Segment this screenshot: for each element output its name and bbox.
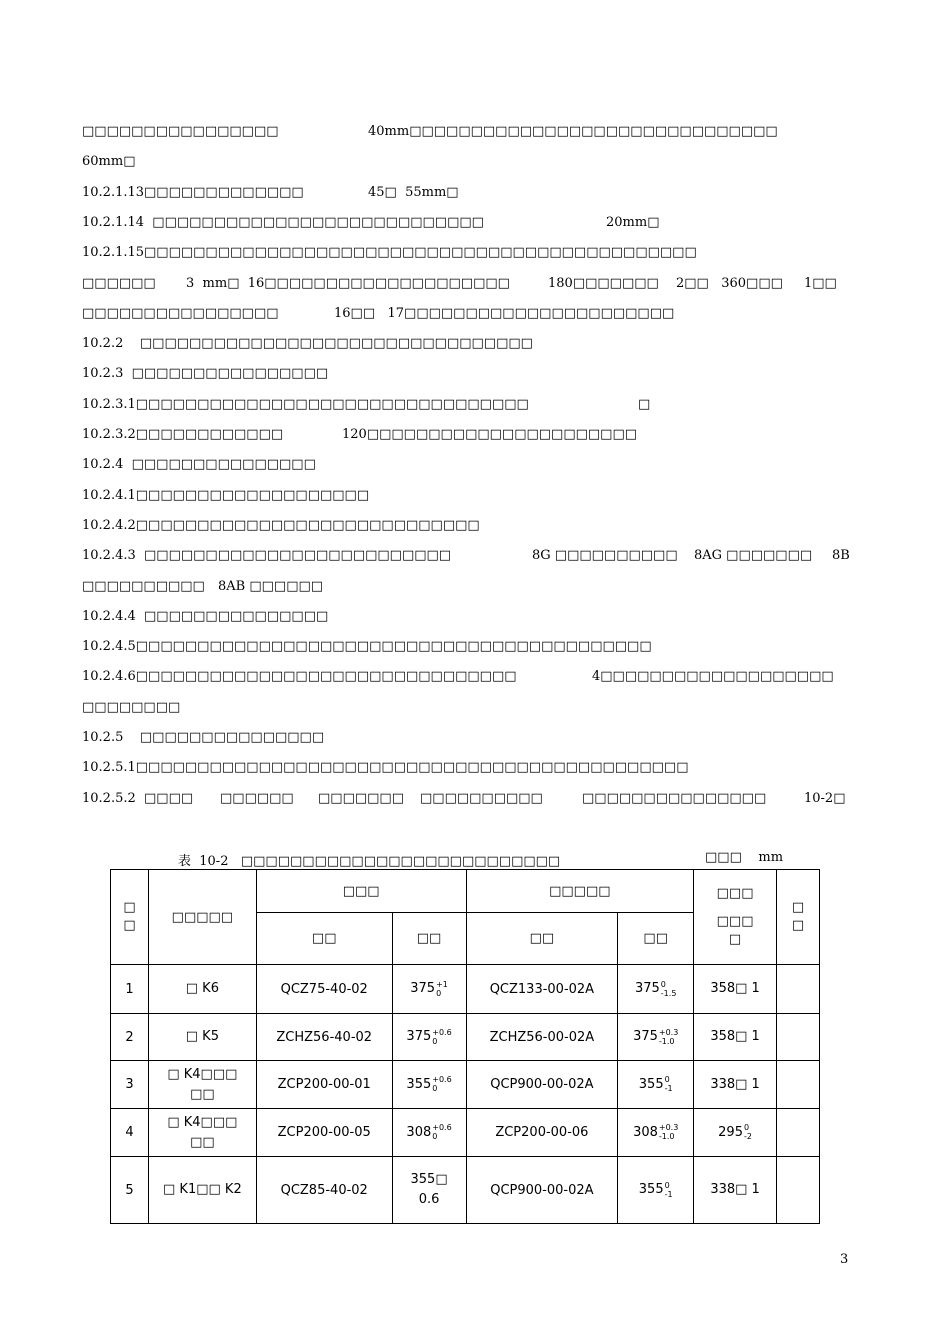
text-segment: 20mm□: [606, 214, 660, 230]
note-cell: [777, 1061, 820, 1109]
header-group-2: □□□□□: [466, 870, 694, 913]
part-name: □ K5: [148, 1014, 256, 1061]
text-segment: 180□□□□□□□: [548, 275, 659, 291]
dimension-value: 338□ 1: [710, 1182, 760, 1197]
text-segment: □□□□□□: [82, 275, 156, 291]
limit-size: [694, 1109, 777, 1157]
part-code-1: ZCHZ56-40-02: [256, 1014, 392, 1061]
part-code-2: ZCP200-00-06: [466, 1109, 618, 1157]
note-cell: [777, 1109, 820, 1157]
dimension-value: 375: [633, 1029, 658, 1044]
text-segment: 8B: [832, 548, 850, 564]
limit-size: [694, 1014, 777, 1061]
table-unit: □□□ mm: [705, 850, 784, 865]
text-segment: 10.2.1.13□□□□□□□□□□□□□: [82, 184, 304, 200]
size-1: [392, 1061, 466, 1109]
text-segment: 10.2.4.6□□□□□□□□□□□□□□□□□□□□□□□□□□□□□□□: [82, 669, 517, 685]
text-segment: □□□□□□□□: [82, 699, 181, 715]
part-code-1: ZCP200-00-05: [256, 1109, 392, 1157]
table-row: [111, 1109, 820, 1157]
text-segment: 10.2.1.14 □□□□□□□□□□□□□□□□□□□□□□□□□□□: [82, 214, 484, 230]
tolerance: +1 0: [436, 979, 448, 998]
spec-table: [110, 869, 820, 1224]
size-1: [392, 1014, 466, 1061]
text-segment: 8G □□□□□□□□□□: [532, 548, 678, 564]
text-segment: 10.2.4.1□□□□□□□□□□□□□□□□□□□: [82, 487, 370, 503]
text-segment: 1□□: [804, 275, 837, 291]
tolerance: +0.3 -1.0: [658, 1027, 679, 1046]
text-segment: 10.2.3.1□□□□□□□□□□□□□□□□□□□□□□□□□□□□□□□□: [82, 396, 529, 412]
note-cell: [777, 1014, 820, 1061]
header-group-1: □□□: [256, 870, 466, 913]
text-segment: □□□□□□□□□□□□□□□□: [82, 305, 279, 321]
dimension-value: 358□ 1: [710, 1029, 760, 1044]
text-segment: □□□□□□□□□□□□□□□□: [82, 124, 279, 139]
dimension-value: 375: [410, 981, 436, 996]
part-name: □ K4□□□ □□: [148, 1109, 256, 1157]
part-code-2: ZCHZ56-00-02A: [466, 1014, 618, 1061]
size-2: [618, 965, 694, 1014]
tolerance: 0 -1: [664, 1180, 673, 1199]
header-sub-b: □□: [392, 913, 466, 965]
row-no: 5: [111, 1157, 149, 1224]
text-segment: 10.2.4.3 □□□□□□□□□□□□□□□□□□□□□□□□□: [82, 548, 452, 564]
row-no: 4: [111, 1109, 149, 1157]
header-limit: □□□ □□□ □: [694, 870, 777, 965]
page-number: 3: [840, 1252, 849, 1267]
table-row: [111, 1157, 820, 1224]
tolerance: +0.6 0: [432, 1027, 452, 1046]
dimension-value: 358□ 1: [710, 981, 760, 996]
text-segment: 45□ 55mm□: [368, 184, 459, 200]
table-row: [111, 1014, 820, 1061]
text-segment: 3 mm□ 16□□□□□□□□□□□□□□□□□□□□: [186, 275, 510, 291]
text-segment: 4□□□□□□□□□□□□□□□□□□□: [592, 669, 834, 685]
text-segment: 10.2.5.1□□□□□□□□□□□□□□□□□□□□□□□□□□□□□□□□□□□□□□□□□□□□□: [82, 760, 689, 776]
tolerance: 0 -1.5: [660, 979, 677, 998]
size-1: [392, 1109, 466, 1157]
text-segment: □□□□□□□□□□□□□□□: [582, 790, 767, 806]
text-segment: 10.2.4 □□□□□□□□□□□□□□□: [82, 457, 316, 473]
note-cell: [777, 1157, 820, 1224]
header-no: □ □: [111, 870, 149, 965]
size-1: [392, 1157, 466, 1224]
dimension-value: 355: [638, 1076, 664, 1092]
part-code-2: QCZ133-00-02A: [466, 965, 618, 1014]
tolerance: +0.6 0: [432, 1123, 452, 1141]
text-segment: 10.2.2 □□□□□□□□□□□□□□□□□□□□□□□□□□□□□□□□: [82, 336, 533, 352]
text-segment: □□□□□□□□□□: [82, 578, 205, 594]
text-segment: 10-2□: [804, 790, 846, 806]
text-segment: 16□□ 17□□□□□□□□□□□□□□□□□□□□□□: [334, 305, 675, 321]
text-segment: 10.2.3.2□□□□□□□□□□□□: [82, 427, 284, 442]
dimension-value: 375: [634, 981, 660, 996]
text-segment: 8AG □□□□□□□: [694, 548, 813, 564]
dimension-value: 355□ 0.6: [410, 1172, 448, 1207]
part-code-1: QCZ75-40-02: [256, 965, 392, 1014]
text-segment: □□□□□□□□□□: [420, 790, 543, 806]
tolerance: +0.6 0: [432, 1075, 452, 1093]
text-segment: 8AB □□□□□□: [218, 578, 324, 594]
size-2: [618, 1109, 694, 1157]
text-segment: □: [638, 396, 651, 412]
text-segment: 2□□ 360□□□: [676, 275, 783, 291]
tolerance: +0.3 -1.0: [658, 1123, 679, 1141]
size-2: [618, 1061, 694, 1109]
text-segment: 10.2.4.4 □□□□□□□□□□□□□□□: [82, 608, 329, 624]
dimension-value: 308: [406, 1124, 432, 1140]
dimension-value: 355: [406, 1076, 432, 1092]
part-code-1: QCZ85-40-02: [256, 1157, 392, 1224]
table-row: [111, 1061, 820, 1109]
text-segment: 10.2.1.15□□□□□□□□□□□□□□□□□□□□□□□□□□□□□□□□□□□□□□□□□□□□□: [82, 245, 697, 261]
limit-size: [694, 1157, 777, 1224]
size-1: [392, 965, 466, 1014]
text-segment: 60mm□: [82, 154, 136, 170]
text-segment: 40mm□□□□□□□□□□□□□□□□□□□□□□□□□□□□□□: [368, 124, 778, 139]
text-segment: 10.2.5 □□□□□□□□□□□□□□□: [82, 730, 325, 745]
header-sub-c: □□: [466, 913, 618, 965]
text-segment: □□□□□□: [220, 790, 294, 806]
text-segment: 120□□□□□□□□□□□□□□□□□□□□□□: [342, 427, 638, 442]
dimension-value: 355: [638, 1182, 664, 1197]
dimension-value: 308: [633, 1124, 658, 1140]
text-segment: 10.2.5.2 □□□□: [82, 790, 194, 806]
text-segment: □□□□□□□: [318, 790, 404, 806]
row-no: 2: [111, 1014, 149, 1061]
table-caption: 表 10-2 □□□□□□□□□□□□□□□□□□□□□□□□□□: [178, 854, 561, 869]
table-row: [111, 965, 820, 1014]
size-2: [618, 1157, 694, 1224]
limit-size: [694, 965, 777, 1014]
part-name: □ K4□□□ □□: [148, 1061, 256, 1109]
header-sub-d: □□: [618, 913, 694, 965]
header-name: □□□□□: [148, 870, 256, 965]
text-segment: 10.2.4.5□□□□□□□□□□□□□□□□□□□□□□□□□□□□□□□□□□□□□□□□□□: [82, 639, 652, 655]
part-code-1: ZCP200-00-01: [256, 1061, 392, 1109]
row-no: 3: [111, 1061, 149, 1109]
tolerance: 0 -1: [664, 1075, 673, 1093]
text-segment: 10.2.3 □□□□□□□□□□□□□□□□: [82, 366, 329, 382]
part-code-2: QCP900-00-02A: [466, 1061, 618, 1109]
row-no: 1: [111, 965, 149, 1014]
dimension-value: 375: [406, 1029, 432, 1044]
part-name: □ K6: [148, 965, 256, 1014]
size-2: [618, 1014, 694, 1061]
dimension-value: 338□ 1: [710, 1076, 760, 1092]
part-code-2: QCP900-00-02A: [466, 1157, 618, 1224]
tolerance: 0 -2: [743, 1123, 752, 1141]
note-cell: [777, 965, 820, 1014]
header-sub-a: □□: [256, 913, 392, 965]
text-segment: 10.2.4.2□□□□□□□□□□□□□□□□□□□□□□□□□□□□: [82, 517, 480, 533]
header-note: □ □: [777, 870, 820, 965]
limit-size: [694, 1061, 777, 1109]
part-name: □ K1□□ K2: [148, 1157, 256, 1224]
dimension-value: 295: [718, 1124, 743, 1140]
